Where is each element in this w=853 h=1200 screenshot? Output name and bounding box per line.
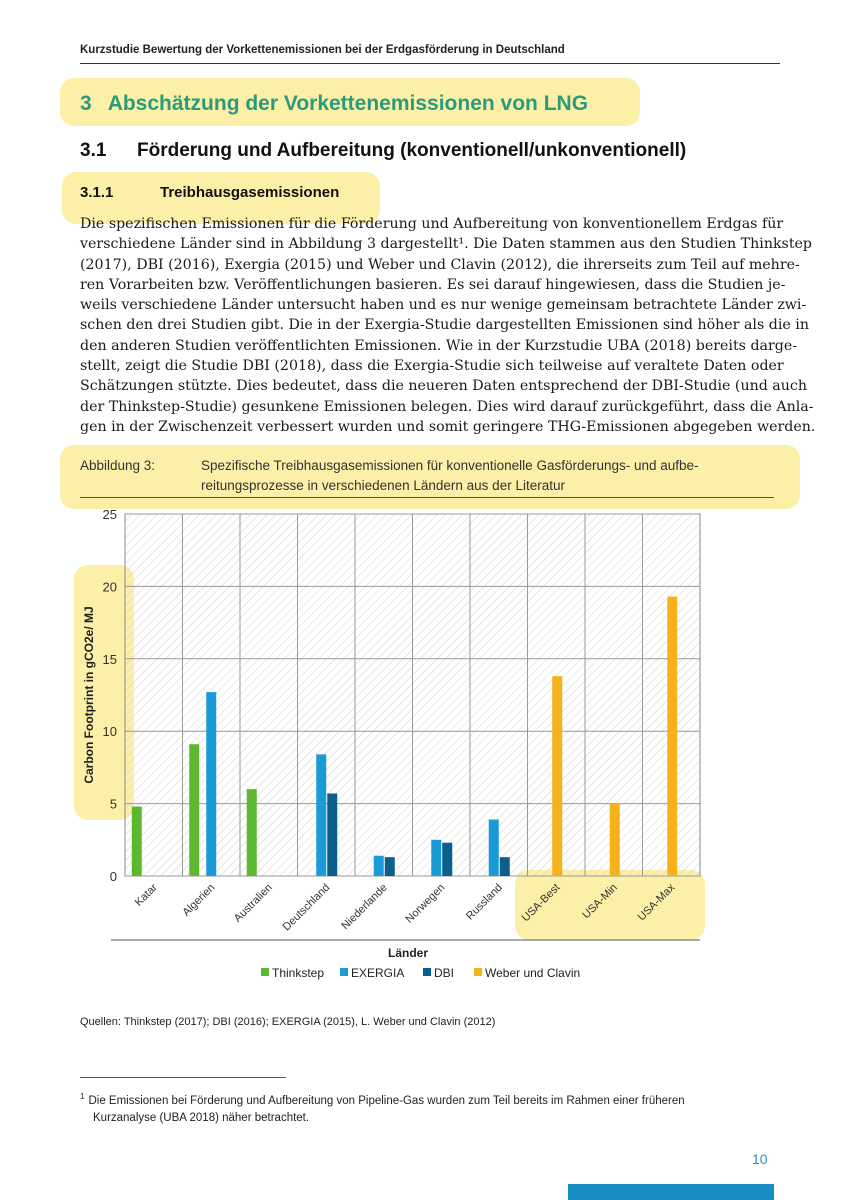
subsection-title: Treibhausgasemissionen	[160, 184, 340, 201]
subsection-heading	[80, 184, 339, 201]
legend-label: Weber und Clavin	[485, 966, 581, 980]
caption-rule	[80, 497, 774, 498]
header-rule	[80, 63, 780, 64]
legend-swatch	[261, 968, 269, 976]
x-tick-label: USA-Min	[580, 881, 620, 922]
subsection-number: 3.1.1	[80, 184, 114, 201]
bar-exergia-deutschland	[316, 754, 326, 876]
y-axis-label: Carbon Footprint in gCO2e/ MJ	[82, 606, 96, 784]
chapter-title: Abschätzung der Vorkettenemissionen von LNG	[107, 92, 589, 115]
figure-sources: Quellen: Thinkstep (2017); DBI (2016); EXERGIA (2015), L. Weber und Clavin (2012)	[80, 1016, 496, 1028]
body-line: stellt, zeigt die Studie DBI (2018), dass die Exergia-Studie sich teilweise auf veraltete Daten oder	[80, 358, 784, 375]
body-line: Die spezifischen Emissionen für die Förderung und Aufbereitung von konventionellem Erdgas für	[80, 216, 784, 232]
y-tick-label: 20	[102, 579, 117, 595]
body-line: ren Vorarbeiten bzw. Veröffentlichungen basieren. Es sei darauf hingewiesen, dass die Studien je-	[80, 276, 786, 293]
body-line: gen in der Zwischenzeit verbessert wurden und somit geringere THG-Emissionen abgegeben werden.	[80, 418, 816, 435]
running-header: Kurzstudie Bewertung der Vorkettenemissionen bei der Erdgasförderung in Deutschland	[80, 44, 565, 56]
bar-thinkstep-katar	[132, 806, 142, 876]
legend-swatch	[340, 968, 348, 976]
body-line: Schätzungen stützte. Dies bedeutet, dass die neueren Daten entsprechend der DBI-Studie (und auch	[80, 378, 807, 395]
chapter-heading	[80, 92, 588, 116]
legend-label: EXERGIA	[351, 966, 405, 980]
bar-thinkstep-algerien	[189, 744, 199, 876]
section-number: 3.1	[80, 140, 107, 161]
body-paragraph	[80, 214, 816, 437]
bar-dbi-niederlande	[385, 857, 395, 876]
legend-label: Thinkstep	[272, 966, 325, 980]
x-tick-label: Russland	[463, 881, 505, 923]
footnote-rule	[80, 1077, 286, 1078]
body-line: (2017), DBI (2016), Exergia (2015) und Weber und Clavin (2012), die ihrerseits zum Teil auf mehre-	[80, 256, 800, 273]
y-tick-label: 10	[102, 724, 117, 740]
body-line: der Thinkstep-Studie) gesunkene Emissionen belegen. Dies wird darauf zurückgeführt, dass die Anla-	[80, 398, 814, 415]
bar-exergia-niederlande	[374, 856, 384, 876]
legend-swatch	[474, 968, 482, 976]
x-tick-labels	[133, 881, 678, 933]
bar-exergia-norwegen	[431, 840, 441, 876]
x-tick-label: Australien	[231, 881, 275, 925]
body-line: schen den drei Studien gibt. Die in der Exergia-Studie dargestellten Emissionen sind höher als die in	[80, 317, 809, 334]
figure-label: Abbildung 3:	[80, 458, 156, 473]
x-tick-label: Katar	[132, 881, 160, 909]
y-tick-label: 5	[109, 796, 117, 812]
bar-dbi-russland	[500, 857, 510, 876]
body-line: den anderen Studien veröffentlichten Emissionen. Wie in der Kurzstudie UBA (2018) bereits darge-	[80, 337, 798, 354]
footnote	[80, 1088, 760, 1127]
bar-exergia-algerien	[206, 692, 216, 876]
bar-weber-und-clavin-usa-best	[552, 676, 562, 876]
chapter-number: 3	[80, 92, 92, 115]
y-tick-label: 0	[109, 869, 117, 884]
body-line: weils verschiedene Länder untersucht haben und es nur wenige gemeinsam betrachtete Länder zwi-	[80, 297, 807, 314]
y-tick-label: 15	[102, 651, 117, 667]
section-heading	[80, 140, 686, 162]
y-tick-label: 25	[102, 507, 117, 522]
y-tick-labels	[103, 507, 117, 884]
x-axis-label: Länder	[387, 946, 429, 960]
section-title: Förderung und Aufbereitung (konventionell/unkonventionell)	[137, 140, 687, 161]
x-tick-label: Algerien	[180, 881, 218, 919]
bar-thinkstep-australien	[247, 789, 257, 876]
page-number: 10	[752, 1151, 768, 1167]
x-tick-label: Norwegen	[403, 881, 448, 926]
figure-caption-text: Spezifische Treibhausgasemissionen für konventionelle Gasförderungs- und aufbe-reitungsprozesse in verschiedenen Ländern aus der Literatur	[201, 458, 699, 493]
body-line: verschiedene Länder sind in Abbildung 3 dargestellt¹. Die Daten stammen aus den Studien Thinkstep	[80, 236, 813, 253]
footnote-line-1: Die Emissionen bei Förderung und Aufbereitung von Pipeline-Gas wurden zum Teil bereits im Rahmen einer früheren	[88, 1094, 685, 1107]
legend-label: DBI	[434, 966, 455, 980]
x-tick-label: Deutschland	[280, 881, 333, 934]
legend	[261, 966, 580, 980]
bar-weber-und-clavin-usa-min	[610, 804, 620, 876]
bar-exergia-russland	[489, 820, 499, 876]
footnote-mark: 1	[80, 1092, 85, 1101]
footnote-line-2: Kurzanalyse (UBA 2018) näher betrachtet.	[93, 1111, 310, 1124]
footer-brand-bar	[568, 1184, 774, 1200]
x-tick-label: Niederlande	[339, 881, 390, 933]
legend-swatch	[423, 968, 431, 976]
bar-dbi-deutschland	[327, 793, 337, 876]
bar-weber-und-clavin-usa-max	[667, 597, 677, 876]
bar-chart	[78, 500, 718, 990]
x-tick-label: USA-Max	[635, 881, 678, 924]
x-tick-label: USA-Best	[519, 881, 563, 925]
bar-dbi-norwegen	[442, 843, 452, 876]
